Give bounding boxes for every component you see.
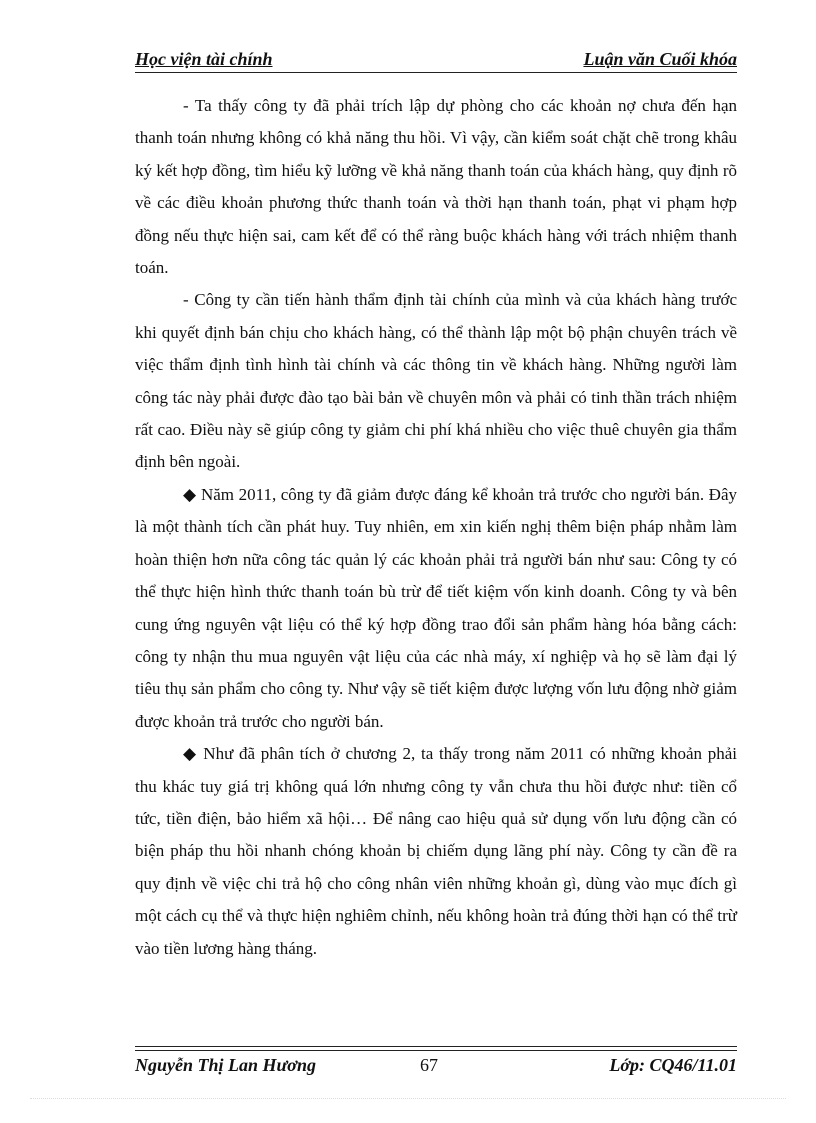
paragraph-2: - Công ty cần tiến hành thẩm định tài chính của mình và của khách hàng trước khi quyết định bán chịu cho khách hàng, có thể thành lập một bộ phận chuyên trách về việc thẩm định tình hình tài chính và các thông tin về khách hàng. Những người làm công tác này phải được đào tạo bài bản về chuyên môn và phải có tinh thần trách nhiệm rất cao. Điều này sẽ giúp công ty giảm chi phí khá nhiều cho việc thuê chuyên gia thẩm định bên ngoài.	[135, 290, 737, 472]
header-rule	[135, 72, 737, 73]
paragraph-3: ◆ Năm 2011, công ty đã giảm được đáng kể khoản trả trước cho người bán. Đây là một thành tích cần phát huy. Tuy nhiên, em xin kiến nghị thêm biện pháp nhằm làm hoàn thiện hơn nữa công tác quản lý các khoản phải trả người bán như sau: Công ty có thể thực hiện hình thức thanh toán bù trừ để tiết kiệm vốn kinh doanh. Công ty và bên cung ứng nguyên vật liệu có thể ký hợp đồng trao đổi sản phẩm hàng hóa bằng cách: công ty nhận thu mua nguyên vật liệu của các nhà máy, xí nghiệp và họ sẽ làm đại lý tiêu thụ sản phẩm cho công ty. Như vậy sẽ tiết kiệm được lượng vốn lưu động nhờ giảm được khoản trả trước cho người bán.	[135, 484, 737, 731]
page-edge-divider	[30, 1098, 786, 1099]
footer-author: Nguyễn Thị Lan Hương	[135, 1055, 316, 1075]
header-document-type: Luận văn Cuối khóa	[583, 49, 737, 69]
paragraph-4: ◆ Như đã phân tích ở chương 2, ta thấy trong năm 2011 có những khoản phải thu khác tuy giá trị không quá lớn nhưng công ty vẫn chưa thu hồi được như: tiền cổ tức, tiền điện, bảo hiểm xã hội… Để nâng cao hiệu quả sử dụng vốn lưu động cần có biện pháp thu hồi nhanh chóng khoản bị chiếm dụng lãng phí này. Công ty cần đề ra quy định về việc chi trả hộ cho công nhân viên những khoản gì, dùng vào mục đích gì một cách cụ thể và thực hiện nghiêm chỉnh, nếu không hoàn trả đúng thời hạn có thể trừ vào tiền lương hàng tháng.	[135, 744, 737, 958]
header-institution: Học viện tài chính	[135, 49, 273, 69]
paragraph-1: - Ta thấy công ty đã phải trích lập dự phòng cho các khoản nợ chưa đến hạn thanh toán nhưng không có khả năng thu hồi. Vì vậy, cần kiểm soát chặt chẽ trong khâu ký kết hợp đồng, tìm hiểu kỹ lưỡng về khả năng thanh toán của khách hàng, quy định rõ về các điều khoản phương thức thanh toán và thời hạn thanh toán, phạt vi phạm hợp đồng nếu thực hiện sai, cam kết để có thể ràng buộc khách hàng với trách nhiệm thanh toán.	[135, 96, 737, 278]
page-footer	[135, 1046, 737, 1086]
footer-class: Lớp: CQ46/11.01	[609, 1055, 737, 1075]
page-header	[135, 48, 737, 72]
document-body	[135, 90, 737, 965]
page-number: 67	[420, 1055, 438, 1075]
footer-rule-bottom	[135, 1050, 737, 1051]
footer-rule-top	[135, 1046, 737, 1047]
